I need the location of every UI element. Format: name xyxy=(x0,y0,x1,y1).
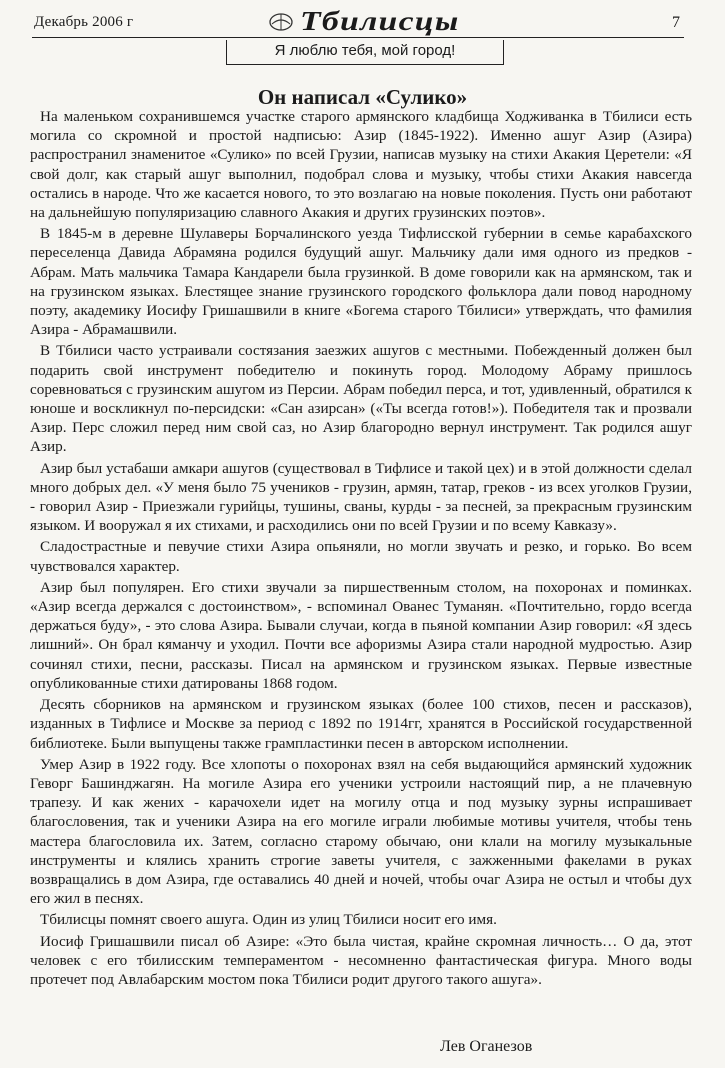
author-signature: Лев Оганезов xyxy=(440,1038,533,1055)
article-title: Он написал «Сулико» xyxy=(257,85,468,109)
slogan: Я люблю тебя, мой город! xyxy=(274,42,456,59)
slogan-box xyxy=(226,40,504,65)
article-body xyxy=(30,107,692,991)
paragraph: Азир был устабаши амкари ашугов (существовал в Тифлисе и такой цех) и в этой должности сделал много добрых дел. «У меня было 75 учеников - грузин, армян, татар, греков - из всех уголков Грузии, - говорил Азир - Приезжали гурийцы, тушины, сваны, курды - за песней, за прекрасным грузинским языком. И вооружал я их стихами, и расходились они по всей Грузии и по всему Кавказу». xyxy=(30,459,692,535)
paragraph: Сладострастные и певучие стихи Азира опьяняли, но могли звучать и резко, и горько. Во всем чувствовался характер. xyxy=(30,538,692,575)
page-number: 7 xyxy=(672,14,680,31)
paragraph: В 1845-м в деревне Шулаверы Борчалинского уезда Тифлисской губернии в семье карабахского переселенца Давида Абрамяна родился будущий ашуг. Мальчику дали имя одного из предков - Абрам. Мать мальчика Тамара Кандарели была грузинкой. В доме говорили как на армянском, так и на грузинском языках. Блестящее знание грузинского городского фольклора дали повод народному поэту, академику Иосифу Гришашвили в книге «Богема старого Тбилиси» утверждать, что фамилия Азира - Абрамашвили. xyxy=(30,225,692,339)
masthead-emblem-icon xyxy=(268,12,294,32)
paragraph: В Тбилиси часто устраивали состязания заезжих ашугов с местными. Побежденный должен был подарить свой инструмент победителю и покинуть город. Молодому Абраму пришлось соревноваться с грузинским ашугом из Персии. Абрам победил перса, и тот, удивленный, обратился к юноше и воскликнул по-персидски: «Сан азирсан» («Ты всегда готов!»). Победителя так и прозвали Азир. Перс сложил перед ним свой саз, но Азир благородно вернул инструмент. Так родился ашуг Азир. xyxy=(30,342,692,456)
masthead xyxy=(32,6,682,36)
issue-date: Декабрь 2006 г xyxy=(34,14,134,30)
paragraph: Умер Азир в 1922 году. Все хлопоты о похоронах взял на себя выдающийся армянский художник Геворг Башинджагян. На могиле Азира его ученики устроили настоящий пир, а не плачевную трапезу. И как жених - карачохели идет на могилу отца и под музыку зурны испрашивает благословения, так и ученики Азира на его могиле играли любимые мотивы учителя, чтобы тень мастера благословила их. Затем, согласно старому обычаю, они клали на могилу музыкальные инструменты и клялись хранить строгие заветы учителя, с зажженными факелами в руках возвращались в дом Азира, где оставались 40 дней и ночей, чтобы очаг Азира не остыл и чтобы дух его жил в песнях. xyxy=(30,755,692,908)
newspaper-logo: Тбилисцы xyxy=(300,6,460,36)
paragraph: На маленьком сохранившемся участке старого армянского кладбища Ходживанка в Тбилиси есть могила со скромной и простой надписью: Азир (1845-1922). Именно ашуг Азир (Азира) распространил знаменитое «Сулико» по всей Грузии, написав музыку на стихи Акакия Церетели: «Я свой долг, как старый ашуг выполнил, подобрал слова и музыку, чтобы стихи Акакия навсегда остались в народе. Что же касается нового, то это возлагаю на новые поколения. Пусть они работают на дальнейшую популяризацию славного Акакия и других грузинских поэтов». xyxy=(30,108,692,222)
header-divider xyxy=(32,37,684,38)
paragraph: Тбилисцы помнят своего ашуга. Один из улиц Тбилиси носит его имя. xyxy=(40,911,497,929)
paragraph: Азир был популярен. Его стихи звучали за пиршественным столом, на похоронах и поминках. «Азир всегда держался с достоинством», - вспоминал Ованес Туманян. «Почтительно, гордо всегда держаться буду», - это слова Азира. Бывали случаи, когда в пьяной компании Азир говорил: «Я здесь лишний». Он брал кяманчу и уходил. Почти все афоризмы Азира стали народной мудростью. Азир сочинял стихи, песни, рассказы. Писал на армянском и грузинском языках. Первые известные опубликованные стихи датированы 1868 годом. xyxy=(30,578,692,692)
paragraph: Десять сборников на армянском и грузинском языках (более 100 стихов, песен и рассказов), изданных в Тифлисе и Москве за период с 1892 по 1914гг, хранятся в Российской государственной библиотеке. Были выпущены также грампластинки песен в авторском исполнении. xyxy=(30,696,692,752)
paragraph: Иосиф Гришашвили писал об Азире: «Это была чистая, крайне скромная личность… О да, этот человек с его тбилисским темпераментом - несомненно фантастическая фигура. Много воды протечет под Авлабарским мостом пока Тбилиси родит другого такого ашуга». xyxy=(30,932,692,988)
